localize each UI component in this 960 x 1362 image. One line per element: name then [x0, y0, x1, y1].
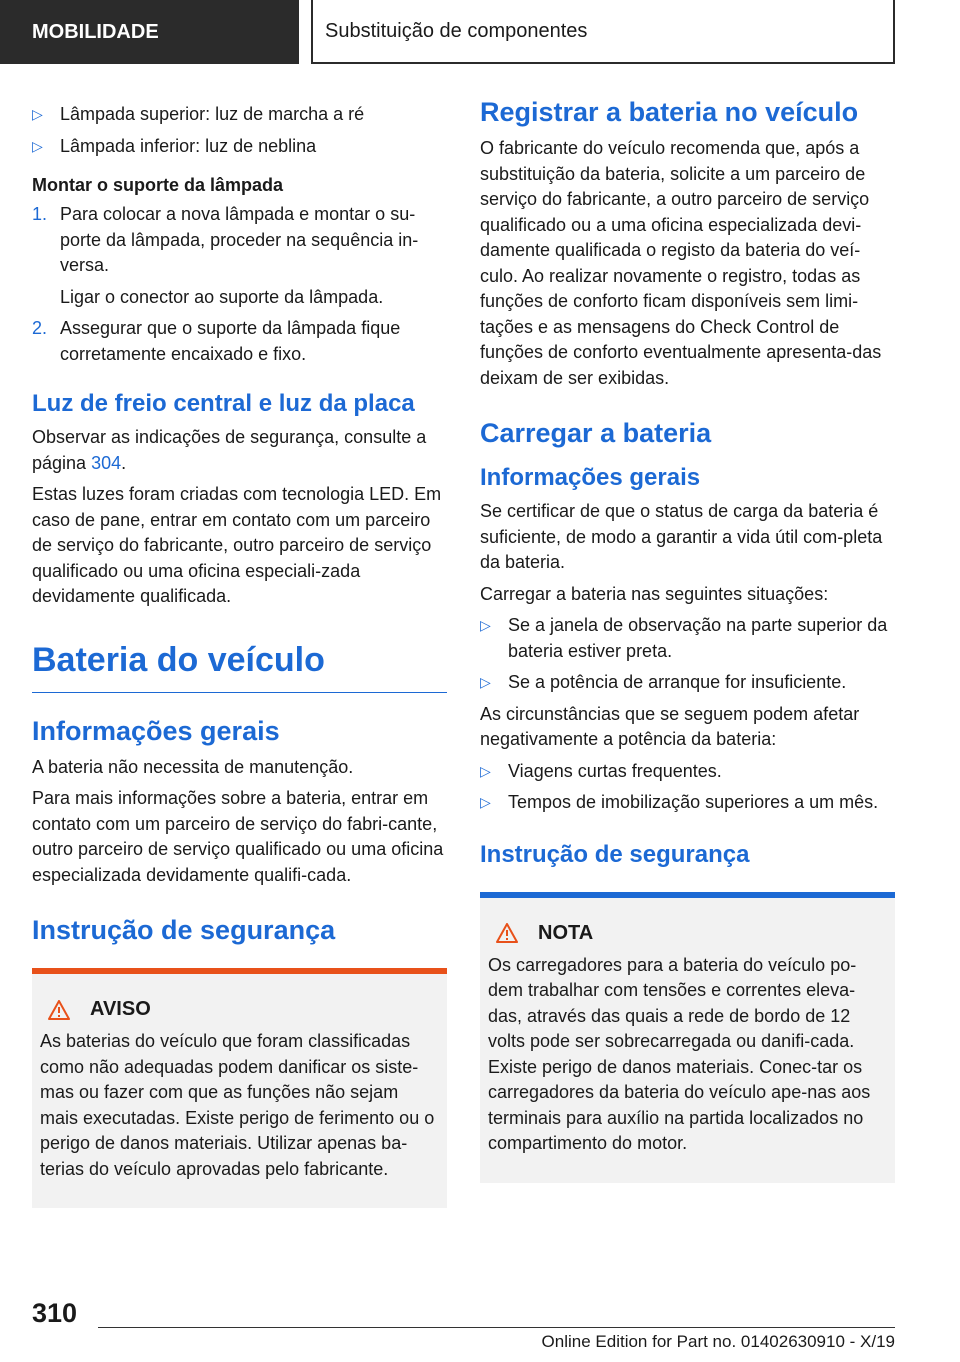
- bullet-triangle-icon: ▷: [32, 106, 43, 122]
- register-paragraph: O fabricante do veículo recomenda que, após a substituição da bateria, solicite a um parceiro de serviço do fabricante, a outro parceiro de serviço qualificado ou a uma oficina especializada devi-damente qualificada o registo da bateria do veí-culo. Ao realizar novamente o registro, todas as funções de conforto ficam disponíveis sem limi-tações e as mensagens do Check Control de funções de conforto eventualmente apresenta-das deixam de ser exibidas.: [480, 138, 882, 388]
- note-title: NOTA: [538, 921, 594, 944]
- note-box: [480, 892, 895, 1183]
- warning-triangle-icon: [496, 923, 518, 943]
- bullet-triangle-icon: ▷: [32, 137, 43, 154]
- brake-light-heading: Luz de freio central e luz da placa: [32, 390, 415, 417]
- warning-triangle-icon: [48, 1000, 70, 1020]
- chapter-title: Substituição de componentes: [325, 19, 588, 42]
- mount-heading: Montar o suporte da lâmpada: [32, 175, 284, 195]
- step-item: [32, 316, 447, 367]
- list-item: ▷ Tempos de imobilização superiores a um mês.: [480, 790, 895, 816]
- bullet-triangle-icon: ▷: [480, 674, 491, 690]
- warning-title-row: [40, 998, 439, 1021]
- step-text: Assegurar que o suporte da lâmpada fique corretamente encaixado e fixo.: [60, 318, 401, 364]
- edition-footer: Online Edition for Part no. 01402630910 - X/19: [541, 1332, 895, 1351]
- bullet-triangle-icon: ▷: [480, 617, 491, 633]
- bullet-triangle-icon: ▷: [480, 762, 491, 779]
- info-heading: Informações gerais: [32, 715, 280, 746]
- info-paragraph-1: A bateria não necessita de manutenção.: [32, 756, 354, 777]
- safety-heading: Instrução de segurança: [480, 840, 750, 868]
- list-item: ▷ Se a janela de observação na parte superior da bateria estiver preta.: [480, 615, 888, 661]
- warning-title: AVISO: [90, 998, 151, 1020]
- list-item: ▷ Lâmpada inferior: luz de neblina: [32, 134, 447, 160]
- right-column: [480, 96, 895, 1183]
- step-item: [32, 202, 447, 310]
- list-item: ▷ Lâmpada superior: luz de marcha a ré: [32, 102, 447, 128]
- page-number: 310: [32, 1298, 78, 1328]
- charge-heading: Carregar a bateria: [480, 418, 712, 448]
- brake-paragraph-2: Estas luzes foram criadas com tecnologia LED. Em caso de pane, entrar em contato com um parceiro de serviço do fabricante, outro parceiro de serviço qualificado ou uma oficina especiali-zada devidamente qualificada.: [32, 484, 442, 606]
- note-title-row: [488, 922, 887, 945]
- step-text: Para colocar a nova lâmpada e montar o su-porte da lâmpada, proceder na sequência in-versa.: [60, 204, 419, 275]
- list-item: ▷ Se a potência de arranque for insuficiente.: [480, 670, 895, 696]
- footer-divider: [98, 1327, 895, 1328]
- info-paragraph-2: Carregar a bateria nas seguintes situações:: [480, 583, 829, 604]
- page-link[interactable]: 304: [91, 452, 122, 473]
- info-heading: Informações gerais: [480, 464, 701, 491]
- info-paragraph-2: Para mais informações sobre a bateria, entrar em contato com um parceiro de serviço do fabri-cante, outro parceiro de serviço qualificado ou uma oficina especializada devidamente qualifi-cada.: [32, 788, 444, 885]
- warning-box: [32, 968, 447, 1208]
- left-column: [32, 96, 447, 1208]
- chapter-header: [311, 0, 895, 64]
- step-number: 2.: [32, 318, 48, 338]
- list-item: ▷ Viagens curtas frequentes.: [480, 759, 895, 785]
- section-tab: [0, 0, 299, 64]
- battery-section-heading: Bateria do veículo: [32, 638, 447, 693]
- info-paragraph-1: Se certificar de que o status de carga da bateria é suficiente, de modo a garantir a vida útil com-pleta da bateria.: [480, 501, 883, 572]
- brake-paragraph-1: Observar as indicações de segurança, consulte a página 304.: [32, 427, 427, 473]
- circumstances-paragraph: As circunstâncias que se seguem podem afetar negativamente a potência da bateria:: [480, 703, 860, 749]
- step-extra: Ligar o conector ao suporte da lâmpada.: [60, 286, 384, 307]
- note-text: Os carregadores para a bateria do veículo po-dem trabalhar com tensões e correntes eleva-das, através das quais a rede de bordo de 12 volts pode ser sobrecarregada ou danifi-cada. Existe perigo de danos materiais. Conec-tar os carregadores da bateria do veículo ape-nas aos terminais para auxílio na partida localizados no compartimento do motor.: [488, 954, 871, 1153]
- step-number: 1.: [32, 204, 48, 224]
- safety-heading: Instrução de segurança: [32, 915, 336, 945]
- bullet-triangle-icon: ▷: [480, 794, 491, 810]
- warning-text: As baterias do veículo que foram classificadas como não adequadas podem danificar os siste-mas ou fazer com que as funções não sejam mais executadas. Existe perigo de ferimento ou o perigo de danos materiais. Utilizar apenas ba-terias do veículo aprovadas pelo fabricante.: [40, 1031, 435, 1179]
- section-title: MOBILIDADE: [32, 20, 159, 43]
- register-heading: Registrar a bateria no veículo: [480, 97, 859, 127]
